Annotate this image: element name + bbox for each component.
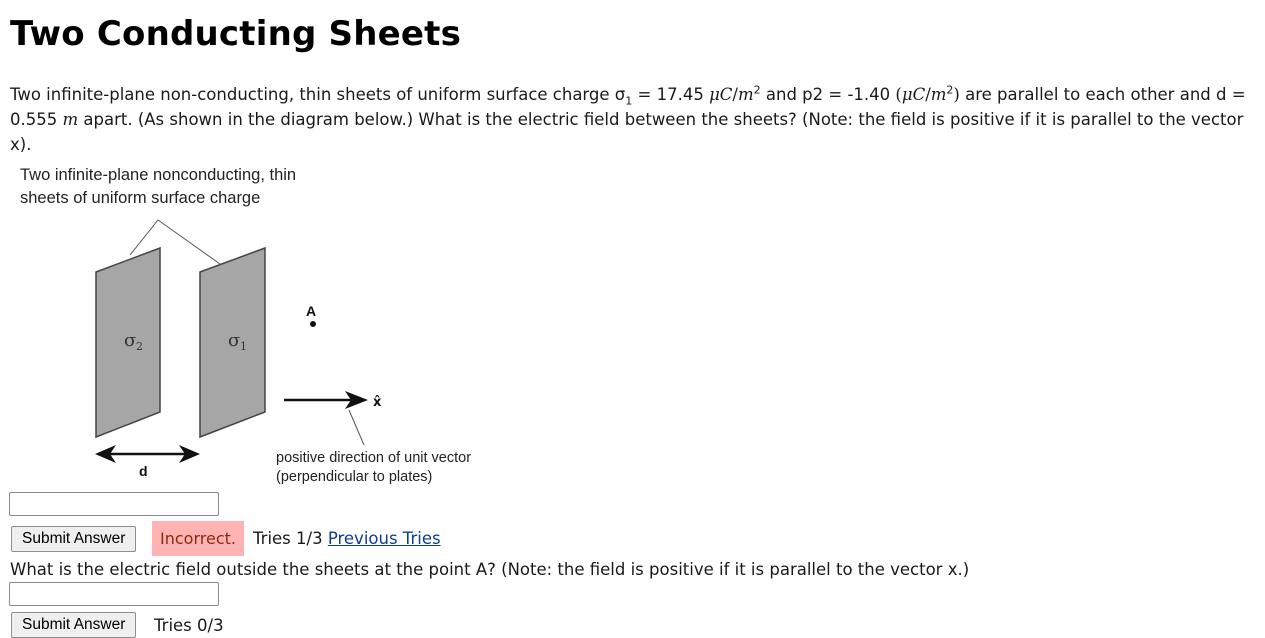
unit-mu-c-2: μC xyxy=(901,85,926,104)
tries-status-1 xyxy=(253,529,441,548)
sheet-sigma1-label: σ xyxy=(228,330,241,351)
sigma1-value: = 17.45 xyxy=(632,85,710,104)
unit-meter: m xyxy=(62,110,79,129)
problem-text-a: Two infinite-plane non-conducting, thin sheets of uniform surface charge σ xyxy=(10,85,626,104)
sheet-sigma2-sub: 2 xyxy=(136,340,143,353)
sheet-sigma1-sub: 1 xyxy=(240,340,247,353)
unit-m-2: m xyxy=(930,85,947,104)
question-2-prompt: What is the electric field outside the sheets at the point A? (Note: the field is positive if it is parallel to the vector x.) xyxy=(10,560,970,579)
caption-line-2: sheets of uniform surface charge xyxy=(20,189,261,207)
unit-vector-label: x̂ xyxy=(373,395,382,410)
direction-caption-1: positive direction of unit vector xyxy=(276,450,472,466)
p2-value: and p2 = -1.40 xyxy=(760,85,896,104)
problem-text-c: apart. (As shown in the diagram below.) What is the electric field between the sheets? (Note: the field is positive if it is parallel to the vector x). xyxy=(10,110,1244,154)
unit-m: m xyxy=(737,85,754,104)
direction-pointer xyxy=(349,410,364,445)
unit-exponent-2: 2 xyxy=(946,83,954,97)
answer-input-1[interactable] xyxy=(9,492,219,516)
page-title: Two Conducting Sheets xyxy=(10,14,462,54)
unit-exponent: 2 xyxy=(753,83,761,97)
distance-label: d xyxy=(139,463,148,479)
problem-text-b: are parallel to each other and d = 0.555 xyxy=(10,85,1246,129)
unit-mu-c: μC xyxy=(709,85,733,104)
tries-count-1: Tries 1/3 xyxy=(253,529,323,548)
previous-tries-link[interactable]: Previous Tries xyxy=(327,529,441,548)
tries-count-2: Tries 0/3 xyxy=(154,616,224,635)
problem-statement: Two infinite-plane non-conducting, thin sheets of uniform surface charge $\sigma_1 = 17.45$ $\mu C/m^2$ and p2 = -1.40 $(\mu C/m^2)$ are parallel to each other and d = 0.555 m apart. (As shown in the diagram below.) What is the electric field between the sheets? (Note: the field is positive if it is parallel to the vector x). xyxy=(10,83,1246,154)
point-a-label: A xyxy=(306,303,317,319)
answer-input-2[interactable] xyxy=(9,582,219,606)
sheet-sigma2-label: σ xyxy=(124,330,137,351)
sheets-diagram xyxy=(0,160,520,490)
direction-caption-2: (perpendicular to plates) xyxy=(276,469,433,485)
sigma1-subscript: 1 xyxy=(625,94,633,108)
submit-answer-button-1[interactable]: Submit Answer xyxy=(11,526,136,552)
submit-answer-button-2[interactable]: Submit Answer xyxy=(11,612,136,638)
point-a-dot xyxy=(310,321,316,327)
caption-line-1: Two infinite-plane nonconducting, thin xyxy=(20,166,297,184)
feedback-incorrect: Incorrect. xyxy=(152,521,244,556)
